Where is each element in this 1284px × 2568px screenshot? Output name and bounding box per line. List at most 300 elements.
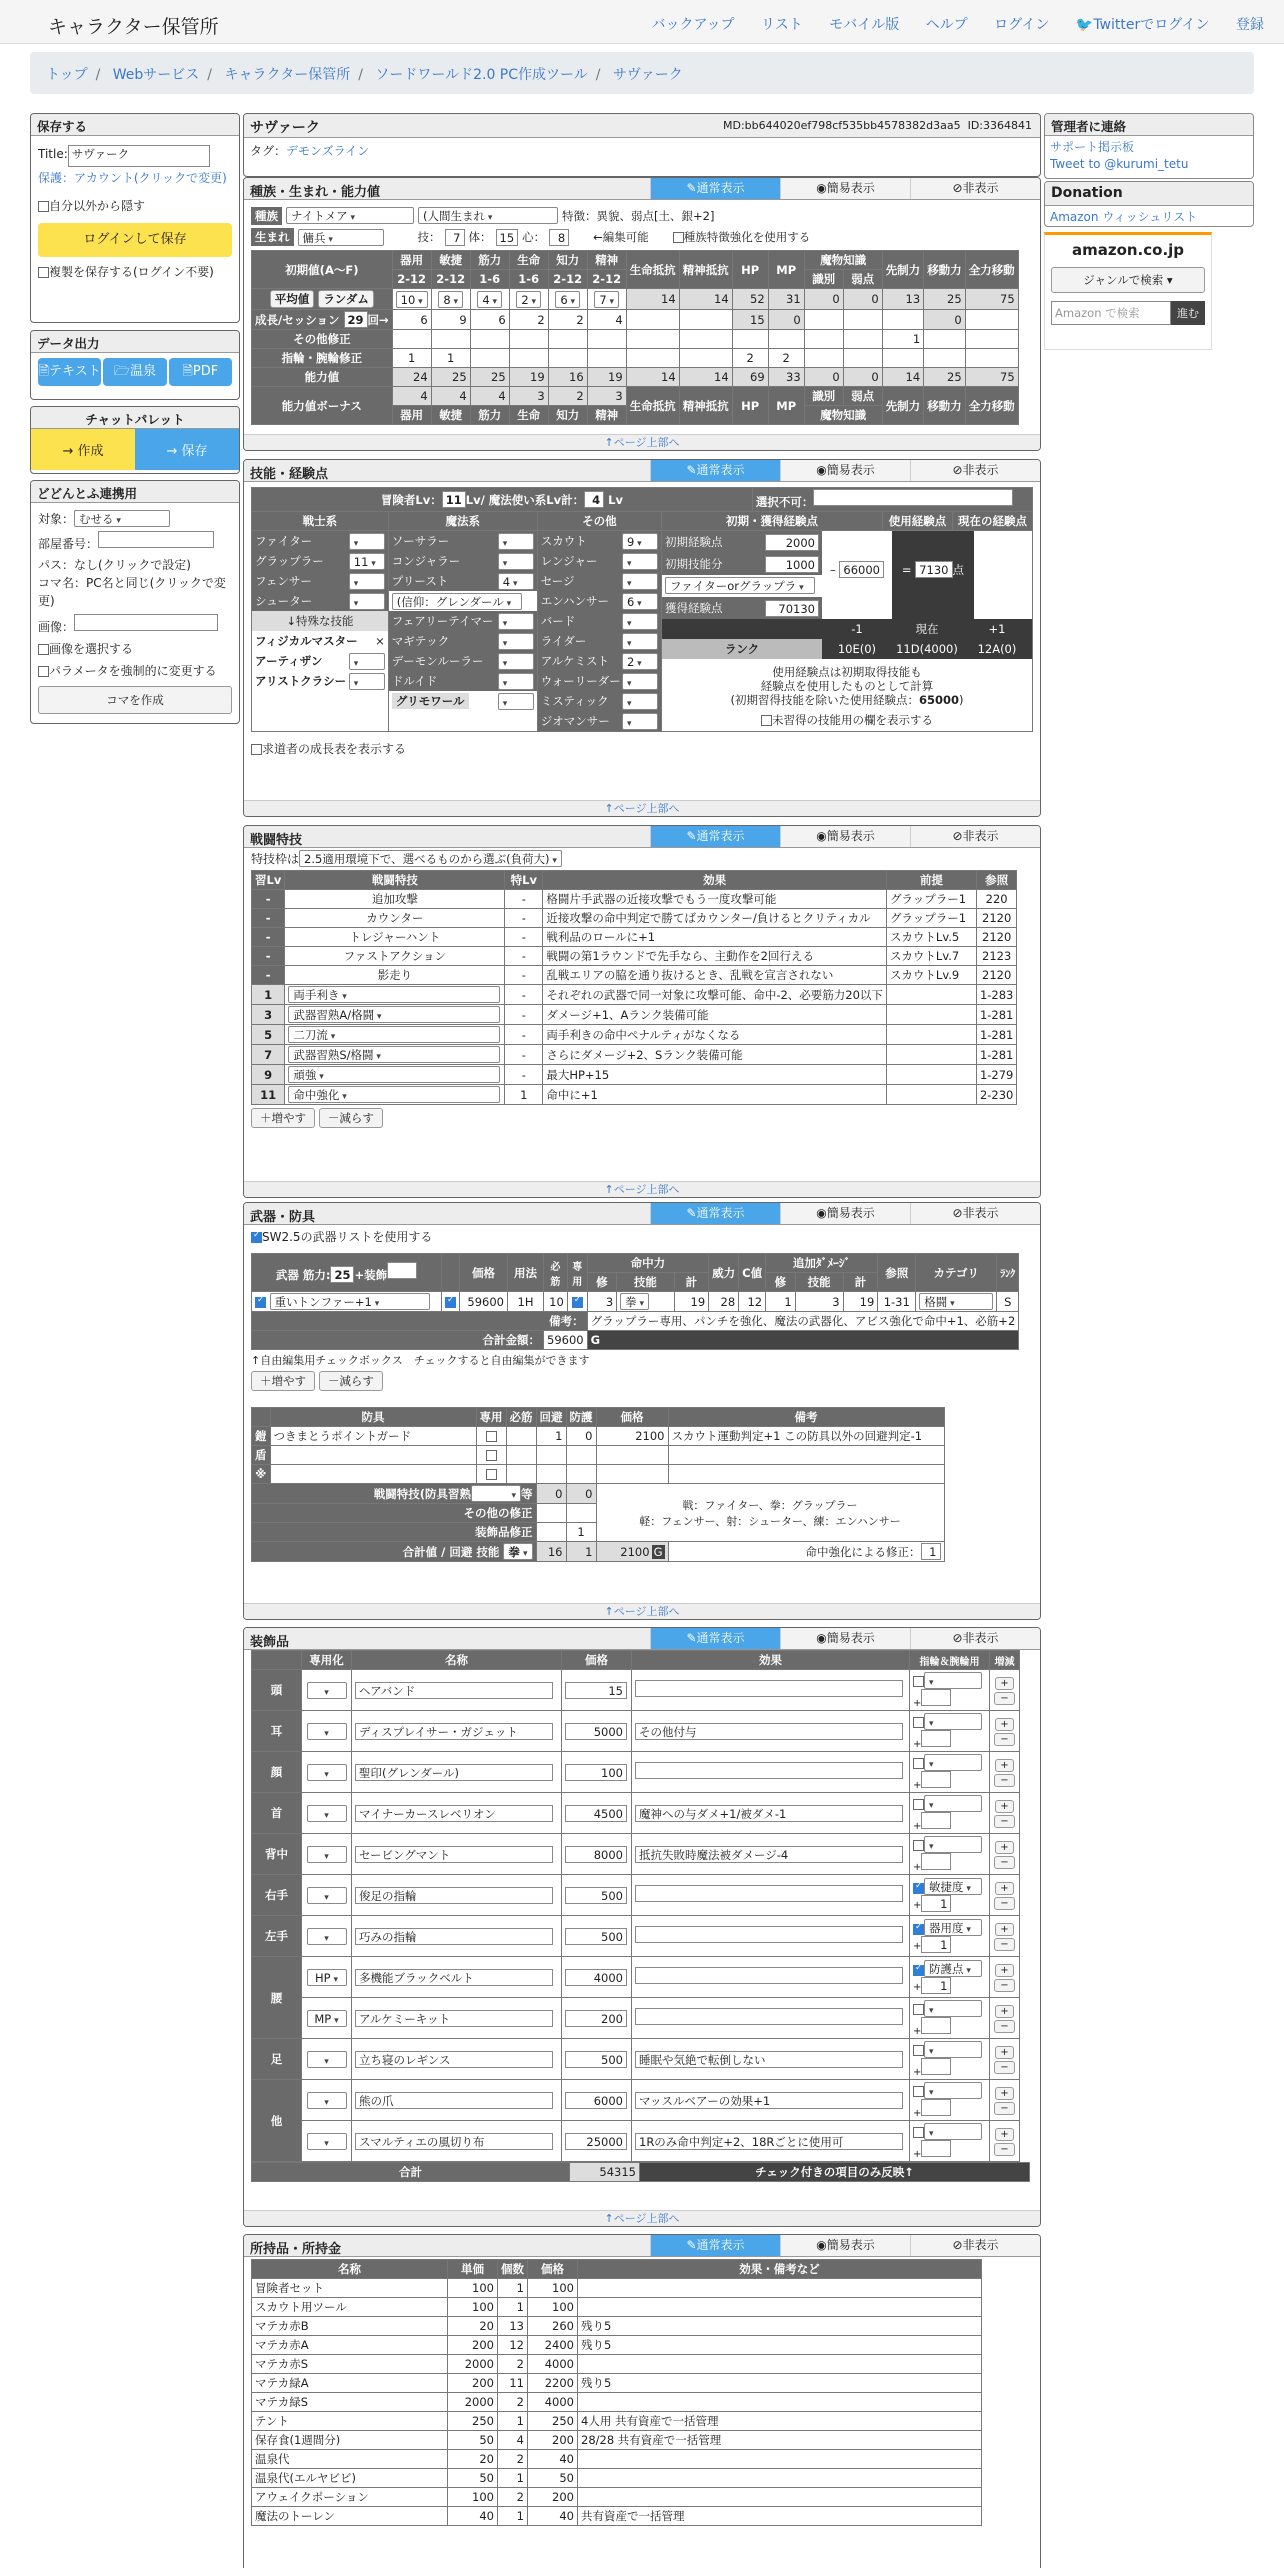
acc-remove-button[interactable]: −	[994, 1938, 1014, 1951]
armor-own-checkbox[interactable]	[486, 1431, 497, 1442]
skill-level-select[interactable]	[498, 553, 534, 570]
ring-value[interactable]	[921, 2140, 951, 2157]
acc-price[interactable]: 6000	[565, 2092, 627, 2109]
nav-mobile[interactable]: モバイル版	[829, 17, 900, 33]
item-count[interactable]: 1	[498, 2507, 528, 2526]
text-output-button[interactable]	[38, 358, 101, 386]
image-input[interactable]	[74, 614, 218, 631]
wishlist-link[interactable]: Amazon ウィッシュリスト	[1050, 210, 1198, 224]
item-name[interactable]: アウェイクポーション	[252, 2488, 448, 2507]
feat-select[interactable]: 命中強化 ▾	[288, 1086, 500, 1103]
ring-checkbox[interactable]	[913, 1924, 924, 1935]
acc-add-button[interactable]: +	[995, 1882, 1013, 1895]
skill-level-select[interactable]	[498, 633, 534, 650]
tab-simple[interactable]: ◉簡易表示	[780, 2235, 910, 2256]
acc-name[interactable]: 聖印(グレンダール)	[355, 1764, 553, 1781]
weapon-add-button[interactable]: ＋増やす	[251, 1371, 315, 1391]
item-name[interactable]: 冒険者セット	[252, 2279, 448, 2298]
crumb-tool[interactable]: ソードワールド2.0 PC作成ツール	[375, 67, 588, 83]
item-name[interactable]: テント	[252, 2412, 448, 2431]
acc-price[interactable]: 4500	[565, 1805, 627, 1822]
item-unit[interactable]: 2000	[448, 2393, 498, 2412]
ring-value[interactable]	[921, 1812, 951, 1829]
misc-armor-name[interactable]	[270, 1465, 476, 1484]
item-note[interactable]	[578, 2355, 982, 2374]
feat-remove-button[interactable]: －減らす	[319, 1108, 383, 1128]
copy-checkbox[interactable]	[38, 267, 49, 278]
seeker-checkbox[interactable]	[251, 744, 262, 755]
acc-name[interactable]: ヘアバンド	[355, 1682, 553, 1699]
acc-own-select[interactable]	[307, 2133, 347, 2150]
birth-type-select[interactable]: (人間生まれ ▾	[418, 207, 558, 224]
item-unit[interactable]: 100	[448, 2488, 498, 2507]
init-select[interactable]: 7 ▾	[594, 291, 619, 308]
onsen-output-button[interactable]	[103, 358, 166, 386]
pass-text[interactable]: パス：なし(クリックで設定)	[38, 558, 191, 572]
genre-select[interactable]: ジャンルで検索 ▾	[1051, 267, 1205, 293]
feat-select[interactable]: 武器習熟S/格闘 ▾	[288, 1046, 500, 1063]
skill-level-select[interactable]	[622, 553, 658, 570]
weapon-special-checkbox[interactable]	[572, 1297, 583, 1308]
born-select[interactable]: 傭兵 ▾	[298, 229, 384, 246]
room-input[interactable]	[98, 531, 214, 548]
random-button[interactable]: ランダム	[318, 290, 374, 308]
ring-checkbox[interactable]	[913, 1883, 924, 1894]
item-name[interactable]: マテカ緑S	[252, 2393, 448, 2412]
crumb-storage[interactable]: キャラクター保管所	[224, 67, 351, 83]
ring-select[interactable]	[924, 1672, 982, 1689]
acc-own-select[interactable]	[307, 1764, 347, 1781]
acc-remove-button[interactable]: −	[994, 1815, 1014, 1828]
item-count[interactable]: 2	[498, 2488, 528, 2507]
acc-remove-button[interactable]: −	[994, 2061, 1014, 2074]
ring-select[interactable]	[924, 2082, 982, 2099]
item-name[interactable]: 保存食(1週間分)	[252, 2431, 448, 2450]
acc-name[interactable]: マイナーカースレベリオン	[355, 1805, 553, 1822]
skill-level-select[interactable]	[622, 713, 658, 730]
tab-hide[interactable]: ⊘非表示	[910, 178, 1040, 199]
acc-name[interactable]: 俊足の指輪	[355, 1887, 553, 1904]
ring-value[interactable]: 1	[921, 1977, 951, 1994]
skill-level-select[interactable]	[622, 673, 658, 690]
acc-add-button[interactable]: +	[995, 2046, 1013, 2059]
acc-own-select[interactable]	[307, 1846, 347, 1863]
ring-select[interactable]	[924, 1713, 982, 1730]
acc-add-button[interactable]: +	[995, 1841, 1013, 1854]
skill-level-select[interactable]: 4 ▾	[498, 573, 534, 590]
skill-level-select[interactable]	[498, 533, 534, 550]
item-name[interactable]: 温泉代(エルヤビビ)	[252, 2469, 448, 2488]
skill-level-select[interactable]	[349, 573, 385, 590]
acc-add-button[interactable]: +	[995, 2128, 1013, 2141]
tab-simple[interactable]: ◉簡易表示	[780, 1628, 910, 1649]
ring-checkbox[interactable]	[913, 2004, 924, 2015]
acc-add-button[interactable]: +	[995, 2087, 1013, 2100]
acc-name[interactable]: 多機能ブラックベルト	[355, 1969, 553, 1986]
weapon-crit[interactable]: 12	[739, 1292, 766, 1312]
koma-text[interactable]: コマ名：PC名と同じ(クリックで変更)	[38, 576, 226, 608]
skill-level-select[interactable]	[498, 693, 534, 710]
tab-normal[interactable]: ✎通常表示	[650, 460, 780, 481]
armor-eva[interactable]: 1	[536, 1427, 566, 1446]
weapon-power[interactable]: 28	[709, 1292, 739, 1312]
crumb-char[interactable]: サヴァーク	[612, 67, 683, 83]
sw25-checkbox[interactable]	[251, 1232, 262, 1243]
acc-price[interactable]: 200	[565, 2010, 627, 2027]
other-extra[interactable]: 1	[882, 330, 924, 349]
acc-price[interactable]: 5000	[565, 1723, 627, 1740]
acc-effect[interactable]	[635, 2008, 903, 2025]
acc-price[interactable]: 4000	[565, 1969, 627, 1986]
misc-own-checkbox[interactable]	[486, 1469, 497, 1480]
ring-checkbox[interactable]	[913, 1758, 924, 1769]
weapon-hit-skill[interactable]: 拳 ▾	[620, 1293, 649, 1310]
body-value[interactable]: 15	[496, 229, 519, 246]
item-name[interactable]: 魔法のトーレン	[252, 2507, 448, 2526]
nav-login[interactable]: ログイン	[994, 17, 1050, 33]
item-note[interactable]	[578, 2488, 982, 2507]
weapon-rank[interactable]: S	[997, 1292, 1019, 1312]
tab-simple[interactable]: ◉簡易表示	[780, 826, 910, 847]
weapon-ref[interactable]: 1-31	[878, 1292, 916, 1312]
acc-price[interactable]: 100	[565, 1764, 627, 1781]
ring-checkbox[interactable]	[913, 2127, 924, 2138]
chat-save-button[interactable]: → 保存	[135, 429, 239, 470]
acc-own-select[interactable]: HP ▾	[307, 1969, 347, 1986]
armor-note[interactable]: スカウト運動判定+1 この防具以外の回避判定-1	[668, 1427, 944, 1446]
item-note[interactable]	[578, 2450, 982, 2469]
ring-select[interactable]	[924, 2000, 982, 2017]
ring-select[interactable]	[924, 2123, 982, 2140]
acc-own-select[interactable]	[307, 2092, 347, 2109]
force-checkbox[interactable]	[38, 666, 49, 677]
ring-select[interactable]: 防護点 ▾	[924, 1960, 982, 1977]
item-note[interactable]	[578, 2469, 982, 2488]
exp-initial[interactable]: 2000	[765, 534, 819, 551]
tab-simple[interactable]: ◉簡易表示	[780, 460, 910, 481]
feat-select[interactable]: 二刀流 ▾	[288, 1026, 500, 1043]
nav-twitter-login[interactable]	[1076, 17, 1210, 33]
acc-name[interactable]: 熊の爪	[355, 2092, 553, 2109]
acc-add-button[interactable]: +	[995, 1677, 1013, 1690]
tweet-link[interactable]: Tweet to @kurumi_tetu	[1050, 157, 1189, 171]
weapon-hit-mod[interactable]: 3	[587, 1292, 617, 1312]
special-select[interactable]	[349, 653, 385, 670]
item-unit[interactable]: 50	[448, 2469, 498, 2488]
item-unit[interactable]: 250	[448, 2412, 498, 2431]
skill-level-select[interactable]: 9 ▾	[622, 533, 658, 550]
acc-effect[interactable]: マッスルベアーの効果+1	[635, 2092, 903, 2109]
weapon-price[interactable]: 59600	[460, 1292, 508, 1312]
acc-effect[interactable]	[635, 1885, 903, 1902]
skill-level-select[interactable]: 11 ▾	[349, 553, 385, 570]
init-select[interactable]: 6 ▾	[555, 291, 580, 308]
amazon-go-button[interactable]: 進む	[1171, 301, 1205, 325]
nav-help[interactable]: ヘルプ	[925, 17, 968, 33]
acc-remove-button[interactable]: −	[994, 1692, 1014, 1705]
armor-price[interactable]: 2100	[596, 1427, 668, 1446]
weapon-own-checkbox[interactable]	[445, 1297, 456, 1308]
faith-select[interactable]: (信仰：グレンダール ▾	[392, 593, 522, 610]
acc-add-button[interactable]: +	[995, 2005, 1013, 2018]
item-count[interactable]: 11	[498, 2374, 528, 2393]
item-count[interactable]: 1	[498, 2279, 528, 2298]
skill-level-select[interactable]	[498, 613, 534, 630]
growth-val[interactable]: 9	[431, 310, 470, 330]
ring-checkbox[interactable]	[913, 1965, 924, 1976]
ring-select[interactable]: 敏捷度 ▾	[924, 1878, 982, 1895]
item-note[interactable]: 共有資産で一括管理	[578, 2507, 982, 2526]
growth-val[interactable]: 6	[392, 310, 431, 330]
crumb-top[interactable]: トップ	[46, 67, 88, 83]
weapon-free-checkbox[interactable]	[255, 1297, 266, 1308]
skill-value[interactable]: 7	[445, 229, 465, 246]
create-koma-button[interactable]: コマを作成	[38, 686, 232, 714]
item-unit[interactable]: 20	[448, 2450, 498, 2469]
growth-val[interactable]: 2	[548, 310, 587, 330]
protect-link[interactable]: 保護：アカウント(クリックで変更)	[38, 171, 227, 185]
support-board-link[interactable]: サポート掲示板	[1050, 140, 1135, 154]
page-top-link[interactable]: ↑ページ上部へ	[244, 2210, 1040, 2226]
acc-effect[interactable]: 1Rのみ命中判定+2、18Rごとに使用可	[635, 2133, 903, 2150]
item-unit[interactable]: 50	[448, 2431, 498, 2450]
tab-hide[interactable]: ⊘非表示	[910, 460, 1040, 481]
amazon-search-input[interactable]: Amazon で検索	[1051, 301, 1171, 325]
tab-simple[interactable]: ◉簡易表示	[780, 1203, 910, 1224]
item-note[interactable]: 4人用 共有資産で一括管理	[578, 2412, 982, 2431]
strong-checkbox[interactable]	[673, 232, 684, 243]
item-count[interactable]: 1	[498, 2412, 528, 2431]
acc-own-select[interactable]	[307, 1887, 347, 1904]
tab-normal[interactable]: ✎通常表示	[650, 178, 780, 199]
tab-normal[interactable]: ✎通常表示	[650, 2235, 780, 2256]
item-note[interactable]: 28/28 共有資産で一括管理	[578, 2431, 982, 2450]
exp-earned[interactable]: 70130	[765, 600, 819, 617]
item-unit[interactable]: 100	[448, 2279, 498, 2298]
item-unit[interactable]: 200	[448, 2374, 498, 2393]
feat-add-button[interactable]: ＋増やす	[251, 1108, 315, 1128]
item-note[interactable]	[578, 2393, 982, 2412]
acc-remove-button[interactable]: −	[994, 1979, 1014, 1992]
init-select[interactable]: 4 ▾	[477, 291, 502, 308]
acc-add-button[interactable]: +	[995, 1800, 1013, 1813]
ring-value[interactable]	[921, 1689, 951, 1706]
acc-own-select[interactable]: MP ▾	[307, 2010, 347, 2027]
acc-name[interactable]: ディスプレイサー・ガジェット	[355, 1723, 553, 1740]
acc-own-select[interactable]	[307, 2051, 347, 2068]
acc-name[interactable]: アルケミーキット	[355, 2010, 553, 2027]
ring-value[interactable]	[921, 2058, 951, 2075]
item-count[interactable]: 1	[498, 2469, 528, 2488]
item-count[interactable]: 12	[498, 2336, 528, 2355]
mind-value[interactable]: 8	[549, 229, 569, 246]
acc-price[interactable]: 500	[565, 2051, 627, 2068]
pdf-output-button[interactable]	[169, 358, 232, 386]
acc-price[interactable]: 500	[565, 1887, 627, 1904]
crumb-web[interactable]: Webサービス	[112, 67, 200, 83]
item-name[interactable]: マテカ緑A	[252, 2374, 448, 2393]
acc-remove-button[interactable]: −	[994, 2102, 1014, 2115]
feat-armor-select[interactable]	[471, 1485, 521, 1502]
exp-skill[interactable]: 1000	[765, 556, 819, 573]
skill-level-select[interactable]	[498, 653, 534, 670]
chat-create-button[interactable]: → 作成	[31, 429, 135, 470]
ring-value[interactable]	[921, 1771, 951, 1788]
page-top-link[interactable]: ↑ページ上部へ	[244, 1603, 1040, 1619]
ring-value[interactable]: 1	[921, 1936, 951, 1953]
acc-effect[interactable]: 睡眠や気絶で転倒しない	[635, 2051, 903, 2068]
init-select[interactable]: 10 ▾	[396, 291, 428, 308]
acc-price[interactable]: 15	[565, 1682, 627, 1699]
weapon-note[interactable]: グラップラー専用、パンチを強化、魔法の武器化、アビス強化で命中+1、必筋+2	[587, 1312, 1019, 1331]
growth-val[interactable]: 2	[509, 310, 548, 330]
ring-select[interactable]	[924, 2041, 982, 2058]
acc-add-button[interactable]: +	[995, 1964, 1013, 1977]
tag-link[interactable]: デモンズライン	[286, 144, 370, 158]
item-note[interactable]: 残り5	[578, 2317, 982, 2336]
skill-level-select[interactable]	[622, 573, 658, 590]
acc-add-button[interactable]: +	[995, 1923, 1013, 1936]
acc-name[interactable]: スマルティエの風切り布	[355, 2133, 553, 2150]
tab-hide[interactable]: ⊘非表示	[910, 1203, 1040, 1224]
item-unit[interactable]: 100	[448, 2298, 498, 2317]
brand-title[interactable]: キャラクター保管所	[48, 16, 219, 38]
item-unit[interactable]: 20	[448, 2317, 498, 2336]
tab-hide[interactable]: ⊘非表示	[910, 2235, 1040, 2256]
item-count[interactable]: 13	[498, 2317, 528, 2336]
acc-name[interactable]: 巧みの指輪	[355, 1928, 553, 1945]
acc-own-select[interactable]	[307, 1805, 347, 1822]
item-count[interactable]: 2	[498, 2450, 528, 2469]
skill-level-select[interactable]	[498, 673, 534, 690]
item-unit[interactable]: 40	[448, 2507, 498, 2526]
weapon-cat[interactable]: 格闘 ▾	[919, 1293, 993, 1310]
acc-own-select[interactable]	[307, 1682, 347, 1699]
race-select[interactable]: ナイトメア ▾	[286, 207, 414, 224]
ring-checkbox[interactable]	[913, 2086, 924, 2097]
acc-remove-button[interactable]: −	[994, 2020, 1014, 2033]
item-count[interactable]: 2	[498, 2393, 528, 2412]
ring-value[interactable]	[921, 2099, 951, 2116]
acc-own-select[interactable]	[307, 1928, 347, 1945]
item-name[interactable]: マテカ赤B	[252, 2317, 448, 2336]
weapon-select[interactable]: 重いトンファー+1 ▾	[270, 1293, 430, 1310]
ring-checkbox[interactable]	[913, 2045, 924, 2056]
growth-count[interactable]: 29	[344, 311, 368, 328]
item-note[interactable]: 残り5	[578, 2374, 982, 2393]
select-image-checkbox[interactable]	[38, 644, 49, 655]
exp-skill-select[interactable]: ファイターorグラップラ ▾	[665, 577, 815, 594]
feat-select[interactable]: 武器習熟A/格闘 ▾	[288, 1006, 500, 1023]
growth-val[interactable]: 4	[587, 310, 626, 330]
ring-select[interactable]	[924, 1795, 982, 1812]
acc-add-button[interactable]: +	[995, 1718, 1013, 1731]
acc-effect[interactable]	[635, 1680, 903, 1697]
tab-hide[interactable]: ⊘非表示	[910, 826, 1040, 847]
avg-button[interactable]: 平均値	[270, 290, 315, 308]
acc-effect[interactable]	[635, 1967, 903, 1984]
skill-level-select[interactable]: 6 ▾	[622, 593, 658, 610]
acc-name[interactable]: 立ち寝のレギンス	[355, 2051, 553, 2068]
special-select[interactable]	[349, 673, 385, 690]
ring-select[interactable]	[924, 1754, 982, 1771]
item-name[interactable]: 温泉代	[252, 2450, 448, 2469]
acc-remove-button[interactable]: −	[994, 1897, 1014, 1910]
item-count[interactable]: 4	[498, 2431, 528, 2450]
tab-hide[interactable]: ⊘非表示	[910, 1628, 1040, 1649]
nav-list[interactable]: リスト	[761, 17, 803, 33]
ring-checkbox[interactable]	[913, 1799, 924, 1810]
item-note[interactable]	[578, 2298, 982, 2317]
feat-select[interactable]: 頑強 ▾	[288, 1066, 500, 1083]
ring-value[interactable]	[921, 2017, 951, 2034]
nav-register[interactable]: 登録	[1236, 17, 1264, 33]
acc-remove-button[interactable]: −	[994, 1733, 1014, 1746]
init-select[interactable]: 8 ▾	[438, 291, 463, 308]
page-top-link[interactable]: ↑ページ上部へ	[244, 434, 1040, 450]
acc-remove-button[interactable]: −	[994, 1774, 1014, 1787]
acc-price[interactable]: 8000	[565, 1846, 627, 1863]
acc-add-button[interactable]: +	[995, 1759, 1013, 1772]
ring-value[interactable]: 1	[921, 1895, 951, 1912]
nav-backup[interactable]: バックアップ	[651, 17, 735, 33]
item-count[interactable]: 1	[498, 2298, 528, 2317]
weapon-remove-button[interactable]: －減らす	[319, 1371, 383, 1391]
skill-level-select[interactable]	[622, 613, 658, 630]
weapon-use[interactable]: 1H	[508, 1292, 544, 1312]
shield-own-checkbox[interactable]	[486, 1450, 497, 1461]
item-note[interactable]: 残り5	[578, 2336, 982, 2355]
skill-level-select[interactable]	[622, 633, 658, 650]
rule-select[interactable]: 2.5適用環境下で、選べるものから選ぶ(負荷大) ▾	[299, 850, 562, 867]
skill-level-select[interactable]	[349, 533, 385, 550]
acc-price[interactable]: 500	[565, 1928, 627, 1945]
acc-effect[interactable]: 魔神への与ダメ+1/被ダメ-1	[635, 1805, 903, 1822]
tab-normal[interactable]: ✎通常表示	[650, 1203, 780, 1224]
weapon-dmg-mod[interactable]: 1	[766, 1292, 796, 1312]
skill-level-select[interactable]	[622, 693, 658, 710]
item-name[interactable]: マテカ赤S	[252, 2355, 448, 2374]
armor-name[interactable]: つきまとうポイントガード	[270, 1427, 476, 1446]
title-input[interactable]: サヴァーク	[68, 145, 210, 167]
item-unit[interactable]: 2000	[448, 2355, 498, 2374]
ring-checkbox[interactable]	[913, 1840, 924, 1851]
tab-normal[interactable]: ✎通常表示	[650, 1628, 780, 1649]
eva-skill-select[interactable]: 拳 ▾	[503, 1543, 532, 1560]
acc-remove-button[interactable]: −	[994, 1856, 1014, 1869]
special-skill-toggle[interactable]: ↓特殊な技能	[252, 611, 388, 631]
item-unit[interactable]: 200	[448, 2336, 498, 2355]
tab-normal[interactable]: ✎通常表示	[650, 826, 780, 847]
acc-remove-button[interactable]: −	[994, 2143, 1014, 2156]
skill-level-select[interactable]	[349, 593, 385, 610]
ring-select[interactable]: 器用度 ▾	[924, 1919, 982, 1936]
item-name[interactable]: スカウト用ツール	[252, 2298, 448, 2317]
item-count[interactable]: 2	[498, 2355, 528, 2374]
item-name[interactable]: マテカ赤A	[252, 2336, 448, 2355]
tab-simple[interactable]: ◉簡易表示	[780, 178, 910, 199]
target-select[interactable]: むせる ▾	[74, 510, 170, 527]
growth-val[interactable]: 6	[470, 310, 509, 330]
ring-checkbox[interactable]	[913, 1676, 924, 1687]
weapon-req[interactable]: 10	[544, 1292, 568, 1312]
login-save-button[interactable]: ログインして保存	[38, 223, 232, 257]
acc-name[interactable]: セービングマント	[355, 1846, 553, 1863]
ring-checkbox[interactable]	[913, 1717, 924, 1728]
feat-select[interactable]: 両手利き ▾	[288, 986, 500, 1003]
acc-effect[interactable]: その他付与	[635, 1723, 903, 1740]
acc-own-select[interactable]	[307, 1723, 347, 1740]
